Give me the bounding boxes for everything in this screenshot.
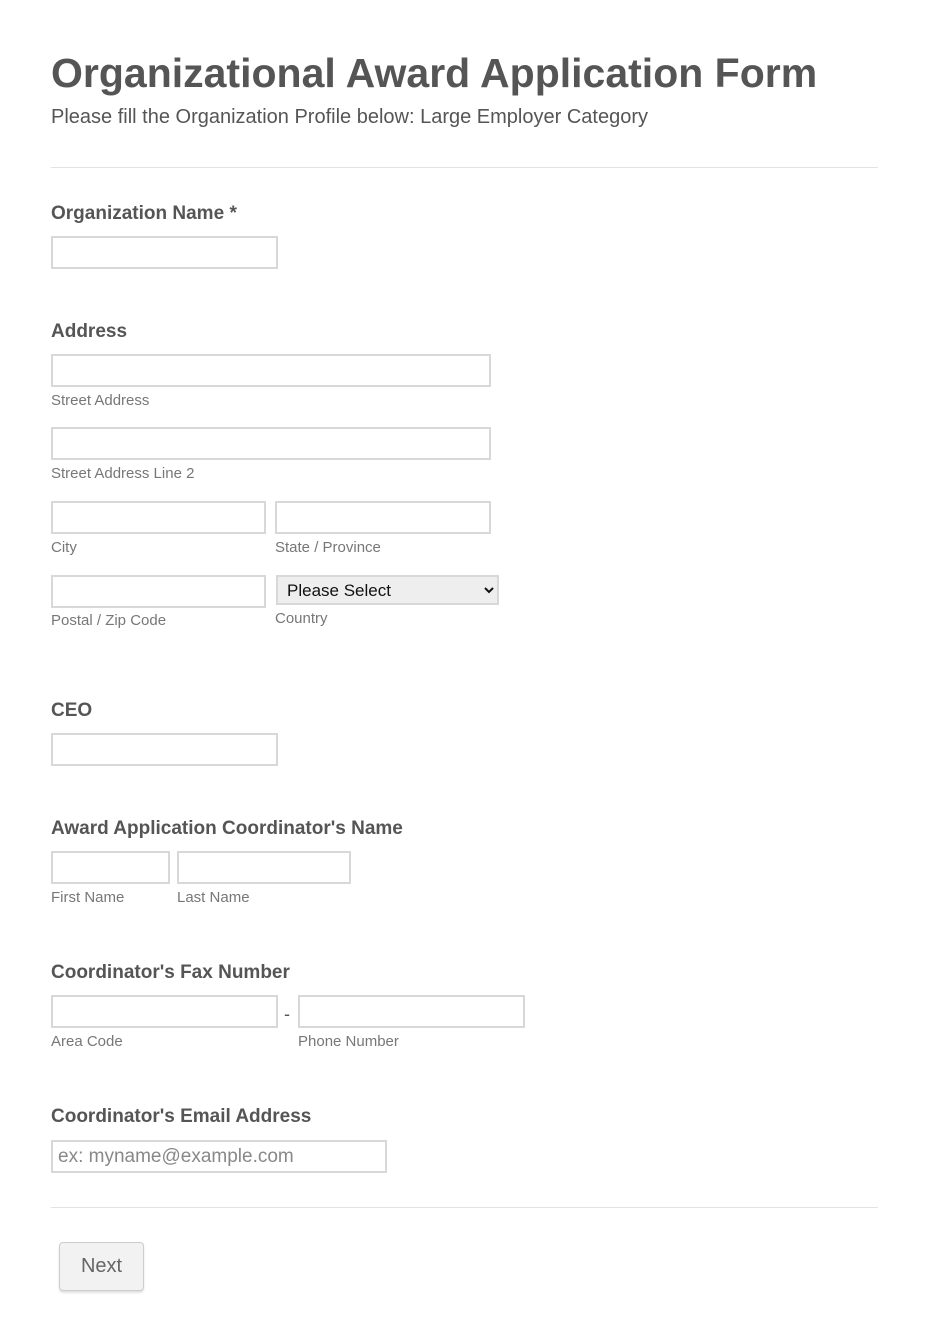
state-input[interactable] (275, 501, 491, 534)
page-subtitle: Please fill the Organization Profile below: Large Employer Category (51, 106, 648, 128)
city-sublabel: City (51, 539, 77, 556)
street-address-input[interactable] (51, 354, 491, 387)
fax-label: Coordinator's Fax Number (51, 962, 290, 983)
required-marker: * (229, 203, 237, 224)
email-label: Coordinator's Email Address (51, 1106, 312, 1127)
state-sublabel: State / Province (275, 539, 381, 556)
org-name-label (51, 203, 237, 225)
first-name-sublabel: First Name (51, 889, 125, 906)
coordinator-name-label: Award Application Coordinator's Name (51, 818, 403, 839)
postal-code-sublabel: Postal / Zip Code (51, 612, 167, 629)
page-title: Organizational Award Application Form (51, 50, 818, 96)
org-name-input[interactable] (51, 236, 278, 269)
divider (51, 1207, 878, 1208)
address-label: Address (51, 321, 128, 342)
last-name-input[interactable] (177, 851, 351, 884)
country-select[interactable] (276, 575, 499, 605)
org-name-label-text: Organization Name (51, 203, 225, 224)
ceo-label: CEO (51, 700, 93, 721)
phone-number-input[interactable] (298, 995, 525, 1028)
first-name-input[interactable] (51, 851, 170, 884)
city-input[interactable] (51, 501, 266, 534)
last-name-sublabel: Last Name (177, 889, 250, 906)
area-code-input[interactable] (51, 995, 278, 1028)
street-address-line2-input[interactable] (51, 427, 491, 460)
phone-separator: - (284, 1004, 290, 1024)
phone-number-sublabel: Phone Number (298, 1033, 399, 1050)
divider (51, 167, 878, 168)
area-code-sublabel: Area Code (51, 1033, 123, 1050)
next-button[interactable]: Next (59, 1242, 144, 1291)
ceo-input[interactable] (51, 733, 278, 766)
postal-code-input[interactable] (51, 575, 266, 608)
street-address-line2-sublabel: Street Address Line 2 (51, 465, 195, 482)
street-address-sublabel: Street Address (51, 392, 150, 409)
email-input[interactable] (51, 1140, 387, 1173)
country-sublabel: Country (275, 610, 328, 627)
